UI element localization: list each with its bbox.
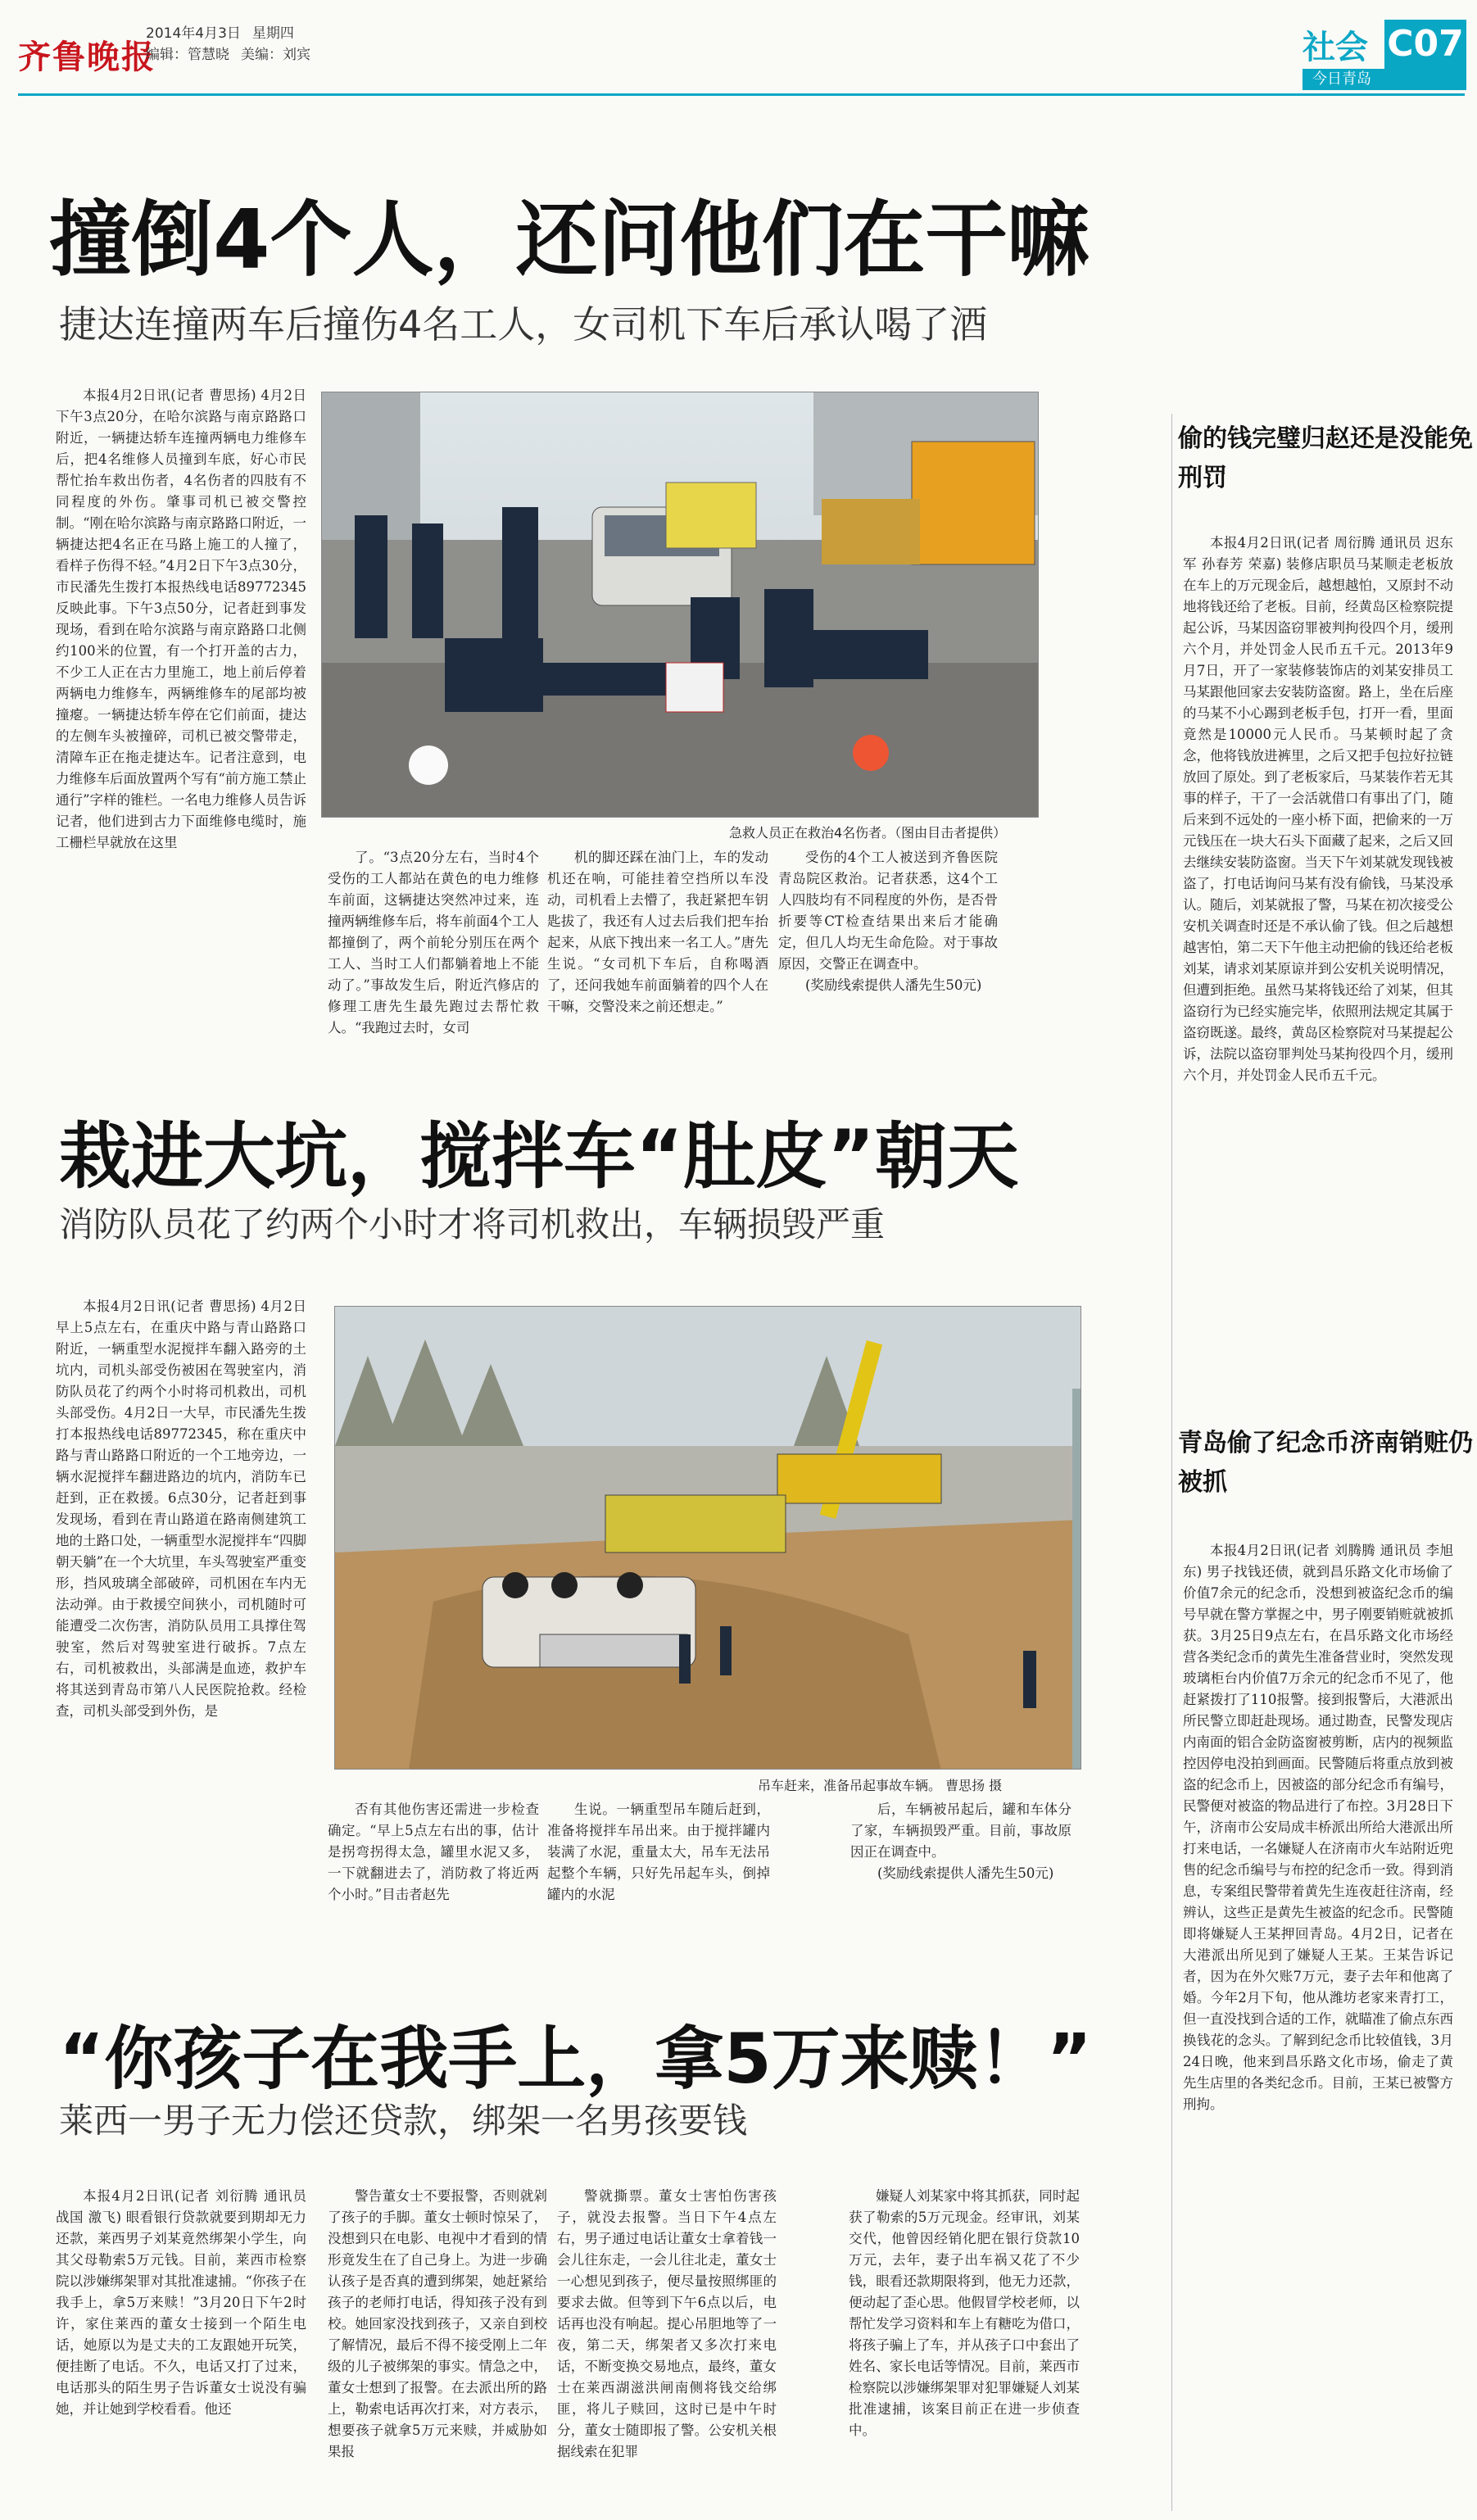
subsection-label: 今日青岛 [1303, 69, 1466, 90]
story3-col2-text: 警告董女士不要报警，否则就剁了孩子的手脚。董女士顿时惊呆了，没想到只在电影、电视中才看到的情形竟发生在了自己身上。为进一步确认孩子是否真的遭到绑架，她赶紧给孩子的老师打电话，得知孩子没有到校。她回家没找到孩子，又亲自到校了解情况，最后不得不接受刚上二年级的儿子被绑架的事实。情急之中，董女士想到了报警。在去派出所的路上，勒索电话再次打来，对方表示，想要孩子就拿5万元来赎，并威胁如果报 [328, 2188, 547, 2459]
issue-info [146, 23, 322, 66]
issue-weekday: 星期四 [251, 25, 294, 42]
story2-col3-text: 生说。一辆重型吊车随后赶到，准备将搅拌车吊出来。由于搅拌罐内装满了水泥，重量太大，吊车无法吊起整个车辆，只好先吊起车头，倒掉罐内的水泥 [547, 1802, 770, 1902]
story1-col4-text: 受伤的4个工人被送到齐鲁医院青岛院区救治。记者获悉，这4个工人四肢均有不同程度的外伤，是否骨折要等CT检查结果出来后才能确定，但几人均无生命危险。对于事故原因，交警正在调查中。 [778, 850, 998, 972]
story3-col3-text: 警就撕票。董女士害怕伤害孩子，就没去报警。当日下午4点左右，男子通过电话让董女士拿着钱一会儿往东走，一会儿往北走，董女士一心想见到孩子，便尽量按照绑匪的要求去做。但等到下午6点以后，电话再也没有响起。提心吊胆地等了一夜，第二天，绑架者又多次打来电话，不断变换交易地点，最终，董女士在莱西湖滋洪闸南侧将钱交给绑匪，将儿子赎回，这时已是中午时分，董女士随即报了警。公安机关根据线索在犯罪 [557, 2188, 777, 2459]
story1-col3 [547, 847, 768, 1060]
story3-col3 [557, 2186, 777, 2510]
masthead-logo: 齐鲁晚报 [18, 38, 156, 76]
sidebar-text-1-body: 本报4月2日讯(记者 周衍腾 通讯员 迟东军 孙春芳 荣嘉) 装修店职员马某顺走老板放在车上的万元现金后，越想越怕，又原封不动地将钱还给了老板。目前，经黄岛区检察院提起公诉，马某因盗窃罪被判拘役四个月，缓刑六个月，并处罚金人民币五千元。2013年9月7日，开了一家装修装饰店的刘某安排员工马某跟他回家去安装防盗窗。路上，坐在后座的马某不小心踢到老板手包，打开一看，里面竟然是10000元人民币。马某顿时起了贪念，他将钱放进裤里，之后又把手包拉好拉链放回了原处。到了老板家后，马某装作若无其事的样子，干了一会活就借口有事出了门，随后来到不远处的一座小桥下面，把偷来的一万元钱压在一块大石头下面藏了起来，之后又回去继续安装防盗窗。当天下午刘某就发现钱被盗了，打电话询问马某有没有偷钱，马某没承认。随后，刘某就报了警，马某在初次接受公安机关调查时还是不承认偷了钱。但之后越想越害怕，第二天下午他主动把偷的钱还给老板刘某，请求刘某原谅并到公安机关说明情况，但遭到拒绝。虽然马某将钱还给了刘某，但其盗窃行为已经实施完毕，依照刑法规定其属于盗窃既遂。最终，黄岛区检察院对马某提起公诉，法院以盗窃罪判处马某拘役四个月，缓刑六个月，并处罚金人民币五千元。 [1183, 535, 1453, 1083]
story1-col1 [56, 385, 306, 1059]
story1-col1-text: 本报4月2日讯(记者 曹思扬) 4月2日下午3点20分，在哈尔滨路与南京路路口附近，一辆捷达轿车连撞两辆电力维修车后，把4名维修人员撞到车底，好心市民帮忙抬车救出伤者，4名伤者的四肢有不同程度的外伤。肇事司机已被交警控制。“刚在哈尔滨路与南京路路口附近，一辆捷达把4名正在马路上施工的人撞了，看样子伤得不轻。”4月2日下午3点30分，市民潘先生拨打本报热线电话89772345反映此事。下午3点50分，记者赶到事发现场，看到在哈尔滨路与南京路路口北侧约100米的位置，有一个打开盖的古力，不少工人正在古力里施工，地上前后停着两辆电力维修车，两辆维修车的尾部均被撞瘪。一辆捷达轿车停在它们前面，捷达的左侧车头被撞碎，司机已被交警带走，清障车正在拖走捷达车。记者注意到，电力维修车后面放置两个写有“前方施工禁止通行”字样的锥栏。一名电力维修人员告诉记者，他们进到古力下面维修电缆时，施工栅栏早就放在这里 [56, 388, 306, 850]
editor-credit: 编辑：管慧晓 [146, 47, 229, 63]
story1-photo-caption: 急救人员正在救治4名伤者。（图由目击者提供） [729, 825, 1007, 841]
designer-credit: 美编：刘宾 [241, 47, 310, 63]
story3-col2 [328, 2186, 547, 2510]
story1-col4-note: (奖励线索提供人潘先生50元) [805, 977, 982, 993]
story2-photo-caption: 吊车赶来，准备吊起事故车辆。 曹思扬 摄 [758, 1778, 1003, 1793]
sidebar-title-2: 青岛偷了纪念币济南销赃仍被抓 [1178, 1429, 1473, 1497]
story2-col4 [850, 1799, 1072, 1996]
story3-subhead: 莱西一男子无力偿还贷款，绑架一名男孩要钱 [59, 2101, 748, 2141]
story2-col1 [56, 1296, 306, 1995]
story2-col2 [328, 1799, 539, 1996]
sidebar-text-2-body: 本报4月2日讯(记者 刘腾腾 通讯员 李旭东) 男子找钱还债，就到昌乐路文化市场偷了价值7余元的纪念币，没想到被盗纪念币的编号早就在警方掌握之中，男子刚要销赃就被抓获。3月25日9点左右，在昌乐路文化市场经营各类纪念币的黄先生准备营业时，突然发现玻璃柜台内价值7万余元的纪念币不见了，他赶紧拨打了110报警。接到报警后，大港派出所民警立即赶赴现场。通过勘查，民警发现店内南面的铝合金防盗窗被剪断，店内的视频监控因停电没拍到画面。民警随后将重点放到被盗的纪念币上，因被盗的部分纪念币有编号，民警便对被盗的物品进行了布控。3月28日下午，济南市公安局成丰桥派出所给大港派出所打来电话，一名嫌疑人在济南市火车站附近兜售的纪念币编号与布控的纪念币一致。得到消息，专案组民警带着黄先生连夜赶往济南，经辨认，这些正是黄先生被盗的纪念币。民警随即将嫌疑人王某押回青岛。4月2日，记者在大港派出所见到了嫌疑人王某。王某告诉记者，因为在外欠账7万元，妻子去年和他离了婚。今年2月下旬，他从潍坊老家来青打工，但一直没找到合适的工作，就瞄准了偷点东西换钱花的念头。了解到纪念币比较值钱，3月24日晚，他来到昌乐路文化市场，偷走了黄先生店里的各类纪念币。目前，王某已被警方刑拘。 [1183, 1543, 1453, 2112]
story1-col4 [778, 847, 998, 1060]
story2-headline: 栽进大坑，搅拌车“肚皮”朝天 [59, 1114, 1019, 1199]
story2-col4-text: 后，车辆被吊起后，罐和车体分了家，车辆损毁严重。目前，事故原因正在调查中。 [850, 1802, 1072, 1860]
story2-col3 [547, 1799, 770, 1996]
page-number: C07 [1384, 20, 1466, 69]
sidebar-text-2 [1183, 1540, 1453, 2507]
story1-photo [321, 392, 1039, 818]
overturned-mixer-illustration [335, 1307, 1081, 1770]
sidebar-text-1 [1183, 533, 1453, 1356]
story2-col1-text: 本报4月2日讯(记者 曹思扬) 4月2日早上5点左右，在重庆中路与青山路路口附近，一辆重型水泥搅拌车翻入路旁的土坑内，司机头部受伤被困在驾驶室内，消防队员花了约两个小时将司机救出，司机头部受伤。4月2日一大早，市民潘先生拨打本报热线电话89772345，称在重庆中路与青山路路口附近的一个工地旁边，一辆水泥搅拌车翻进路边的坑内，消防车已赶到，正在救援。6点30分，记者赶到事发现场，看到在青山路道在路南侧建筑工地的土路口处，一辆重型水泥搅拌车“四脚朝天躺”在一个大坑里，车头驾驶室严重变形，挡风玻璃全部破碎，司机困在车内无法动弹。由于救援空间狭小，司机随时可能遭受二次伤害，消防队员用工具撑住驾驶室，然后对驾驶室进行破拆。7点左右，司机被救出，头部满是血迹，救护车将其送到青岛市第八人民医院抢救。经检查，司机头部受到外伤，是 [56, 1299, 306, 1719]
page-header [0, 0, 1477, 98]
story1-col2-text: 了。“3点20分左右，当时4个受伤的工人都站在黄色的电力维修车前面，这辆捷达突然冲过来，连撞两辆维修车后，将车前面4个工人都撞倒了，两个前轮分别压在两个工人、当时工人们都躺着地上不能动了。”事故发生后，附近汽修店的修理工唐先生最先跑过去帮忙救人。“我跑过去时，女司 [328, 850, 539, 1036]
issue-date: 2014年4月3日 [146, 25, 241, 42]
sidebar-title-1: 偷的钱完璧归赵还是没能免刑罚 [1178, 424, 1473, 492]
story2-photo [334, 1306, 1081, 1770]
story2-col2-text: 否有其他伤害还需进一步检查确定。“早上5点左右出的事，估计是拐弯拐得太急，罐里水泥又多，一下就翻进去了，消防救了将近两个小时。”目击者赵先 [328, 1802, 539, 1902]
section-title: 社会 [1303, 29, 1368, 66]
story2-col4-note: (奖励线索提供人潘先生50元) [877, 1865, 1054, 1881]
story1-subhead: 捷达连撞两车后撞伤4名工人，女司机下车后承认喝了酒 [59, 302, 988, 347]
story3-headline: “你孩子在我手上，拿5万来赎！” [59, 2019, 1092, 2099]
story3-col4 [849, 2186, 1080, 2510]
story3-col4-text: 嫌疑人刘某家中将其抓获，同时起获了勒索的5万元现金。经审讯，刘某交代，他曾因经销化肥在银行贷款10万元，去年，妻子出车祸又花了不少钱，眼看还款期限将到，他无力还款，便动起了歪心思。他假冒学校老师，以帮忙发学习资料和车上有糖吃为借口，将孩子骗上了车，并从孩子口中套出了姓名、家长电话等情况。目前，莱西市检察院以涉嫌绑架罪对犯罪嫌疑人刘某批准逮捕，该案目前正在进一步侦查中。 [849, 2188, 1080, 2438]
story3-col1 [56, 2186, 306, 2510]
story1-col2 [328, 847, 539, 1060]
story2-subhead: 消防队员花了约两个小时才将司机救出，车辆损毁严重 [59, 1204, 886, 1244]
story1-headline: 撞倒4个人，还问他们在干嘛 [49, 192, 1090, 288]
story3-col1-text: 本报4月2日讯(记者 刘衍腾 通讯员 战国 激飞) 眼看银行贷款就要到期却无力还款，莱西男子刘某竟然绑架小学生，向其父母勒索5万元钱。目前，莱西市检察院以涉嫌绑架罪对其批准逮捕。“你孩子在我手上，拿5万来赎！”3月20日下午2时许，家住莱西的董女士接到一个陌生电话，她原以为是丈夫的工友跟她开玩笑，便挂断了电话。不久，电话又打了过来，电话那头的陌生男子告诉董女士说没有骗她，并让她到学校看看。他还 [56, 2188, 306, 2417]
accident-scene-illustration [322, 392, 1039, 818]
story1-col3-text: 机的脚还踩在油门上，车的发动机还在响，可能挂着空挡所以车没动，司机看上去懵了，我赶紧把车钥匙拔了，我还有人过去后我们把车抬起来，从底下拽出来一名工人。”唐先生说。“女司机下车后，自称喝酒了，还问我她车前面躺着的四个人在干嘛，交警没来之前还想走。” [547, 850, 768, 1014]
sidebar-divider [1171, 414, 1172, 2511]
header-rule [18, 93, 1465, 96]
